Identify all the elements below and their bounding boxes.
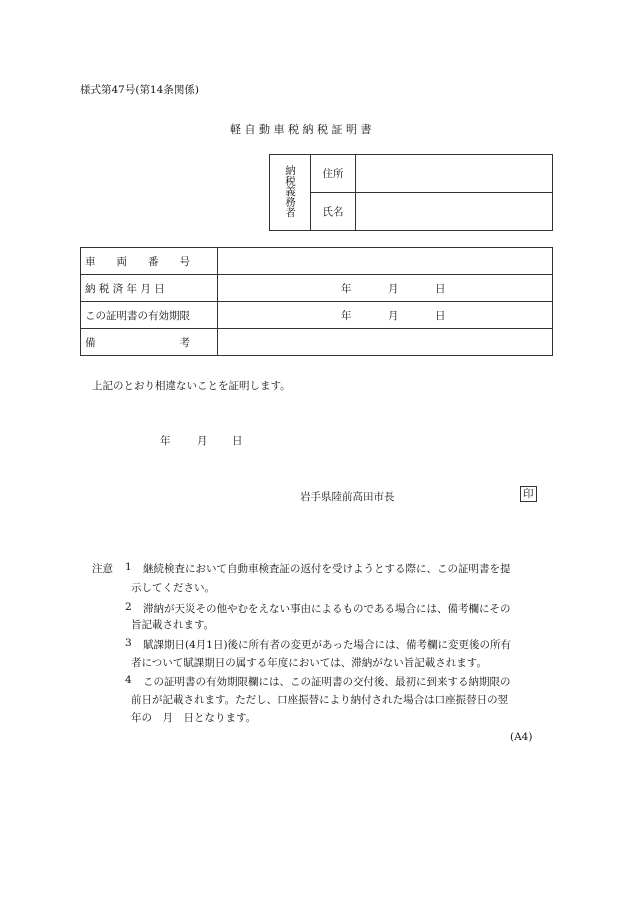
address-label: 住所 bbox=[322, 168, 344, 180]
address-field[interactable] bbox=[356, 155, 553, 193]
remarks-label-cell bbox=[81, 329, 218, 356]
note-2-line-1: 滞納が天災その他やむをえない事由によるものである場合には、備考欄にその bbox=[143, 603, 511, 615]
note-4-line-2: 前日が記載されます。ただし、口座振替により納付された場合は口座振替日の翌 bbox=[131, 694, 509, 706]
validity-label-cell bbox=[81, 302, 218, 329]
note-3-line-1: 賦課期日(4月1日)後に所有者の変更があった場合には、備考欄に変更後の所有 bbox=[143, 639, 511, 651]
taxpayer-table bbox=[269, 154, 553, 231]
name-label: 氏名 bbox=[322, 206, 344, 218]
remarks-label: 備 考 bbox=[85, 336, 190, 349]
paper-size: (A4) bbox=[510, 731, 533, 743]
address-label-cell bbox=[311, 155, 356, 193]
validity-month: 月 bbox=[388, 310, 399, 322]
page-title: 軽 自 動 車 税 納 税 証 明 書 bbox=[230, 123, 372, 136]
issue-date-year: 年 bbox=[160, 435, 171, 447]
paid-date-month: 月 bbox=[388, 283, 399, 295]
vehicle-number-label: 車 両 番 号 bbox=[85, 255, 190, 268]
taxpayer-group-cell bbox=[270, 155, 311, 231]
taxpayer-group-label: 納税義務者 bbox=[284, 164, 296, 218]
note-1-line-2: 示してください。 bbox=[131, 582, 215, 594]
validity-day: 日 bbox=[435, 310, 446, 322]
note-3-number: 3 bbox=[125, 637, 132, 649]
vehicle-number-field[interactable] bbox=[218, 248, 553, 275]
validity-label: この証明書の有効期限 bbox=[85, 309, 190, 322]
note-1-line-1: 継続検査において自動車検査証の返付を受けようとする際に、この証明書を提 bbox=[143, 563, 511, 575]
seal-mark: 印 bbox=[520, 486, 537, 502]
remarks-field[interactable] bbox=[218, 329, 553, 356]
note-4-line-1: この証明書の有効期限欄には、この証明書の交付後、最初に到来する納期限の bbox=[143, 676, 511, 688]
note-4-line-3: 年の 月 日となります。 bbox=[131, 712, 257, 724]
issue-date-month: 月 bbox=[197, 435, 208, 447]
certification-text: 上記のとおり相違ないことを証明します。 bbox=[92, 380, 291, 392]
issue-date-day: 日 bbox=[232, 435, 243, 447]
note-1-number: 1 bbox=[125, 561, 132, 573]
name-field[interactable] bbox=[356, 193, 553, 231]
note-4-number: 4 bbox=[125, 674, 132, 686]
issuer-name: 岩手県陸前高田市長 bbox=[300, 491, 395, 503]
note-2-number: 2 bbox=[125, 601, 132, 613]
note-3-line-2: 者について賦課期日の属する年度においては、滞納がない旨記載されます。 bbox=[131, 657, 487, 669]
paid-date-day: 日 bbox=[435, 283, 446, 295]
form-number: 様式第47号(第14条関係) bbox=[80, 84, 199, 96]
paid-date-year: 年 bbox=[341, 283, 352, 295]
note-2-line-2: 旨記載されます。 bbox=[131, 619, 215, 631]
paid-date-label: 納 税 済 年 月 日 bbox=[85, 282, 165, 295]
paid-date-label-cell bbox=[81, 275, 218, 302]
validity-year: 年 bbox=[341, 310, 352, 322]
notes-heading: 注意 bbox=[92, 563, 113, 575]
vehicle-number-label-cell bbox=[81, 248, 218, 275]
name-label-cell bbox=[311, 193, 356, 231]
details-table bbox=[80, 247, 553, 356]
paid-date-field[interactable] bbox=[218, 275, 553, 302]
validity-field[interactable] bbox=[218, 302, 553, 329]
